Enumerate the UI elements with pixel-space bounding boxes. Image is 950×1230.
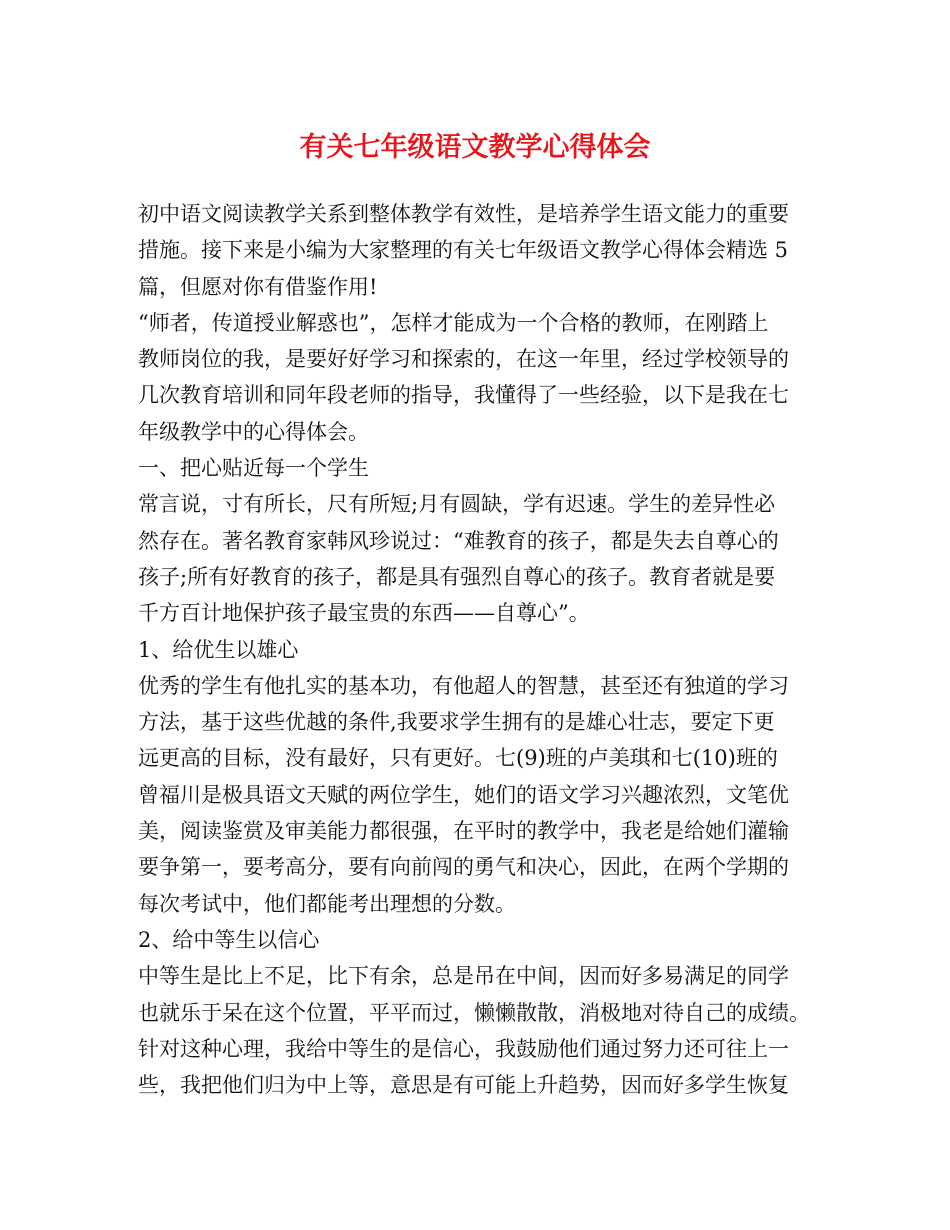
text-line: 教师岗位的我，是要好好学习和探索的，在这一年里，经过学校领导的: [138, 347, 789, 372]
text-line: 美，阅读鉴赏及审美能力都很强，在平时的教学中，我老是给她们灌输: [138, 819, 789, 844]
text-line: 孩子;所有好教育的孩子，都是具有强烈自尊心的孩子。教育者就是要: [138, 564, 776, 589]
text-line: 要争第一，要考高分，要有向前闯的勇气和决心，因此，在两个学期的: [138, 855, 789, 880]
section-heading: 一、把心贴近每一个学生: [138, 456, 369, 481]
text-line: “师者，传道授业解惑也”，怎样才能成为一个合格的教师，在刚踏上: [138, 310, 769, 335]
text-line: 千方百计地保护孩子最宝贵的东西——自尊心”。: [138, 601, 590, 626]
text-line: 每次考试中，他们都能考出理想的分数。: [138, 891, 516, 916]
text-line: 常言说，寸有所长，尺有所短;月有圆缺，学有迟速。学生的差异性必: [138, 492, 776, 517]
text-line: 几次教育培训和同年段老师的指导，我懂得了一些经验，以下是我在七: [138, 383, 789, 408]
text-line: 然存在。著名教育家韩风珍说过：“难教育的孩子，都是失去自尊心的: [138, 528, 779, 553]
document-body: [138, 196, 818, 1103]
text-line: 远更高的目标，没有最好，只有更好。七(9)班的卢美琪和七(10)班的: [138, 746, 778, 771]
subsection-heading: 1、给优生以雄心: [138, 637, 299, 662]
text-line: 些，我把他们归为中上等，意思是有可能上升趋势，因而好多学生恢复: [138, 1073, 789, 1098]
text-line: 年级教学中的心得体会。: [138, 419, 369, 444]
subsection-heading: 2、给中等生以信心: [138, 927, 320, 952]
text-line: 方法，基于这些优越的条件,我要求学生拥有的是雄心壮志，要定下更: [138, 710, 775, 735]
text-line: 初中语文阅读教学关系到整体教学有效性，是培养学生语文能力的重要: [138, 202, 789, 226]
text-line: 优秀的学生有他扎实的基本功，有他超人的智慧，甚至还有独道的学习: [138, 673, 789, 698]
text-line: 篇，但愿对你有借鉴作用!: [138, 274, 378, 299]
page-title: 有关七年级语文教学心得体会: [299, 132, 651, 163]
text-line: 针对这种心理，我给中等生的是信心，我鼓励他们通过努力还可往上一: [138, 1036, 789, 1061]
text-line: 中等生是比上不足，比下有余，总是吊在中间，因而好多易满足的同学: [138, 964, 789, 989]
text-line: 也就乐于呆在这个位置，平平而过，懒懒散散，消极地对待自己的成绩。: [138, 1000, 810, 1025]
text-line: 曾福川是极具语文天赋的两位学生，她们的语文学习兴趣浓烈，文笔优: [138, 782, 789, 807]
text-line: 措施。接下来是小编为大家整理的有关七年级语文教学心得体会精选 5: [138, 238, 789, 263]
